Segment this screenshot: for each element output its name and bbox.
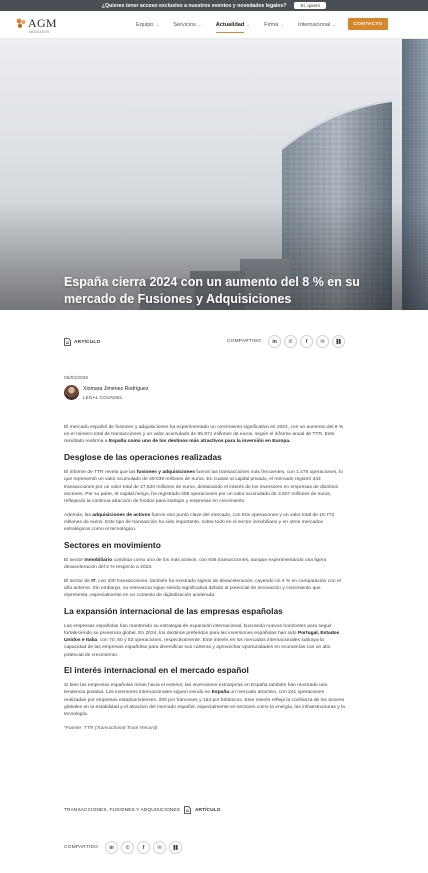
hero-image [0, 39, 428, 310]
chevron-down-icon: ⌄ [332, 22, 336, 27]
contact-button[interactable]: CONTACTO [348, 18, 388, 30]
author-name[interactable]: Xiomara Jiménez Rodríguez [83, 386, 149, 392]
messenger-icon[interactable]: ✉ [153, 841, 166, 854]
brand-name: AGM [28, 16, 57, 30]
page-title: España cierra 2024 con un aumento del 8 % en su mercado de Fusiones y Adquisiciones [64, 275, 360, 306]
paragraph: Además, las adquisiciones de activos fueron otro punto clave del mercado, con 915 operaciones y un valor total de 15.772 millones de euros. Este tipo de transacción ha sido importante, sobre todo en el sector inmobiliario y en otros mercados estratégicos como el tecnológico. [64, 512, 335, 533]
logo-mark-icon [16, 18, 27, 29]
linkedin-icon[interactable]: in [268, 335, 281, 348]
facebook-icon[interactable]: f [137, 841, 150, 854]
chevron-down-icon: ⌄ [280, 22, 285, 27]
document-icon [184, 806, 191, 814]
paragraph: Si bien las empresas españolas miran hacia el exterior, las inversiones extranjeras en España también han mostrado una tendencia positiva. Los inversores internacionales siguen viendo en España un mercado atractivo, con 241 operaciones realizadas por empresas estadounidenses, 200 por franceses y 163 por británicos. Este interés refleja la confianza de los actores globales en la estabilidad y el atractivo del mercado español, especialmente en sectores como la energía, las infraestructuras y la tecnología. [64, 683, 345, 718]
whatsapp-icon[interactable]: ✆ [121, 841, 134, 854]
article-type[interactable] [64, 338, 100, 346]
heading-sectores: Sectores en movimiento [64, 539, 161, 550]
skyscraper-illustration [0, 39, 428, 310]
share-label: COMPARTIDO [64, 845, 99, 850]
promo-accept-button[interactable]: Sí, quiero [294, 2, 326, 9]
heading-desglose: Desglose de las operaciones realizadas [64, 452, 222, 463]
promo-bar [0, 0, 428, 11]
paragraph: El sector de IT, con 330 transacciones, también ha mostrado signos de desaceleración, cayendo un 4 % en comparación con el año anterior. Sin embargo, su relevancia sigue siendo significativa debido al potencial de innovación y crecimiento que representa, especialmente en un contexto de digitalización acelerada. [64, 578, 341, 599]
document-icon [64, 338, 71, 346]
facebook-icon[interactable]: f [300, 335, 313, 348]
author-role: LEGAL COUNSEL [83, 394, 123, 400]
chevron-down-icon: ⌄ [246, 22, 251, 27]
chevron-down-icon: ⌄ [197, 22, 202, 27]
nav-item-servicios[interactable]: Servicios ⌄ [173, 22, 202, 28]
main-navigation [0, 11, 428, 39]
heading-expansion: La expansión internacional de las empresas españolas [64, 605, 283, 616]
nav-item-actualidad[interactable]: Actualidad ⌄ [215, 22, 251, 28]
share-bar-bottom [64, 841, 185, 854]
messenger-icon[interactable]: ✉ [316, 335, 329, 348]
brand-tagline: ABOGADOS [29, 30, 50, 34]
link-icon[interactable]: ⛓ [332, 335, 345, 348]
avatar[interactable] [64, 385, 79, 400]
nav-item-internacional[interactable]: Internacional ⌄ [298, 22, 336, 28]
share-label: COMPARTIDO [227, 339, 262, 344]
nav-menu [136, 11, 350, 39]
brand-logo[interactable] [16, 15, 60, 35]
paragraph: El sector Inmobiliario continúa como uno de los más activos, con 646 transacciones, aunque experimentando una ligera desaceleración del 2 % respecto a 2023. [64, 557, 327, 570]
paragraph-intro: El mercado español de fusiones y adquisiciones ha experimentado un crecimiento significativo en 2024, con un aumento del 8 % en el número total de transacciones y un valor acumulado de 95.971 millones de euros, según el informe anual de TTR. Este resultado reafirma a España como uno de los destinos más atractivos para la inversión en Europa. [64, 425, 344, 445]
article-type-label: ARTÍCULO [74, 339, 101, 345]
tag-topic[interactable]: TRANSACCIONES, FUSIONES Y ADQUISICIONES [64, 807, 180, 813]
chevron-down-icon: ⌄ [155, 22, 160, 27]
article-body [64, 424, 346, 738]
whatsapp-icon[interactable]: ✆ [284, 335, 297, 348]
paragraph: Las empresas españolas han mantenido su estrategia de expansión internacional, buscando nuevos horizontes para seguir fortaleciendo su presencia global. En 2024, los destinos preferidos para las inversiones españolas han sido Portugal, Estados Unidos e Italia, con 70, 60 y 53 operaciones, respectivamente. Este interés en los mercados internacionales subraya la capacidad de las empresas españolas para diversificar sus carteras y aprovechar oportunidades en economías con un alto potencial de crecimiento. [64, 623, 340, 658]
nav-item-firma[interactable]: Firma ⌄ [264, 22, 285, 28]
heading-interes: El interés internacional en el mercado español [64, 665, 249, 676]
paragraph: El informe de TTR revela que las fusiones y adquisiciones fueron las transacciones más frecuentes, con 1.476 operaciones, lo que representó un valor acumulado de 49.039 millones de euros. En cuanto al capital privado, el mercado registró 343 transacciones por un valor total de 27.620 millones de euros, destacando el interés de los inversores en empresas de distintos sectores. Por su parte, el capital riesgo, ha registrado 458 operaciones por un valor acumulado de 3.607 millones de euros, reflejando la continua atracción de fondos para startups y empresas en crecimiento. [64, 470, 343, 504]
source-note: *Fuente: TTR (Transactional Track Record) [64, 725, 158, 731]
link-icon[interactable]: ⛓ [169, 841, 182, 854]
publish-date: 05/02/2025 [64, 376, 89, 381]
promo-message: ¿Quieres tener acceso exclusivo a nuestros eventos y novedades legales? [101, 2, 287, 9]
linkedin-icon[interactable]: in [105, 841, 118, 854]
tag-type[interactable]: ARTÍCULO [194, 807, 221, 813]
share-bar-top [227, 335, 348, 348]
nav-item-equipo[interactable]: Equipo ⌄ [136, 22, 160, 28]
article-tags [64, 806, 221, 814]
